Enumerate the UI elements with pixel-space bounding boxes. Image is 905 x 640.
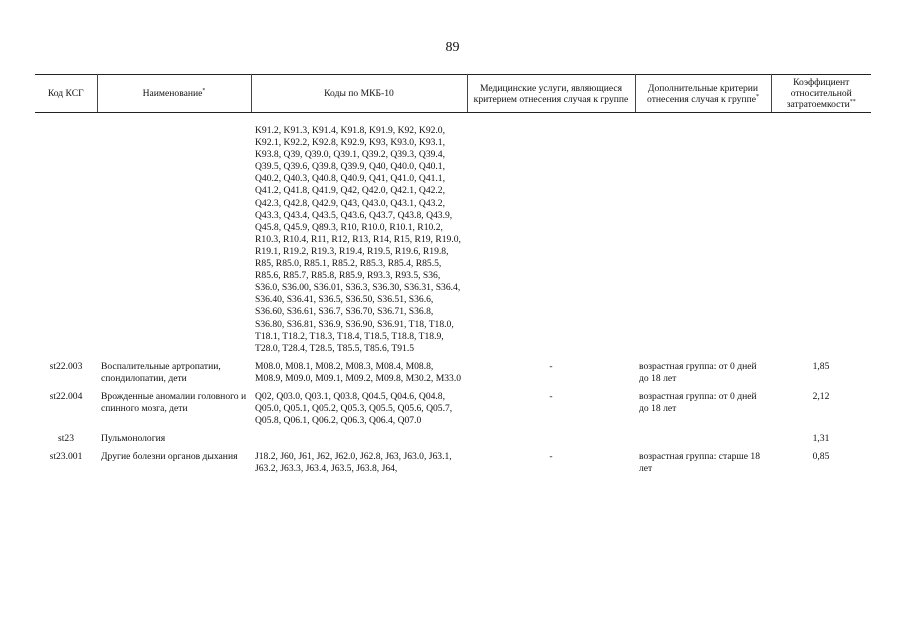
- cell-name: Врожденные аномалии головного и спинного мозга, дети: [101, 390, 247, 415]
- cell-criteria: возрастная группа: старше 18 лет: [639, 451, 761, 475]
- cell-code: st23.001: [49, 451, 83, 463]
- cell-criteria: возрастная группа: от 0 дней до 18 лет: [639, 390, 757, 415]
- cell-code: st22.004: [49, 390, 83, 402]
- cell-criteria: [635, 430, 771, 448]
- cell-coefficient: 2,12: [812, 390, 830, 402]
- cell-medical-services: [467, 113, 635, 358]
- ksg-table: [35, 74, 871, 479]
- page-number: 89: [445, 40, 460, 55]
- cell-code: st22.003: [49, 360, 83, 372]
- cell-criteria: [635, 113, 771, 358]
- table-row: [35, 430, 871, 448]
- cell-name: [97, 113, 251, 358]
- header-coefficient: Коэффициент относительной затратоемкости**: [771, 75, 871, 113]
- cell-code: [35, 113, 97, 358]
- cell-mkb-codes: K91.2, K91.3, K91.4, K91.8, K91.9, K92, K92.0, K92.1, K92.2, K92.8, K92.9, K93, K93.0, K93.1, K93.8, Q39, Q39.0, Q39.1, Q39.2, Q39.3, Q39.4, Q39.5, Q39.6, Q39.8, Q39.9, Q40, Q40.0, Q40.1, Q40.2, Q40.3, Q40.8, Q40.9, Q41, Q41.0, Q41.1, Q41.2, Q41.8, Q41.9, Q42, Q42.0, Q42.1, Q42.2, Q42.3, Q42.8, Q42.9, Q43, Q43.0, Q43.1, Q43.2, Q43.3, Q43.4, Q43.5, Q43.6, Q43.7, Q43.8, Q43.9, Q45.8, Q45.9, Q89.3, R10, R10.0, R10.1, R10.2, R10.3, R10.4, R11, R12, R13, R14, R15, R19, R19.0, R19.1, R19.2, R19.3, R19.4, R19.5, R19.6, R19.8, R85, R85.0, R85.1, R85.2, R85.3, R85.4, R85.5, R85.6, R85.7, R85.8, R85.9, R93.3, R93.5, S36, S36.0, S36.00, S36.01, S36.3, S36.30, S36.31, S36.4, S36.40, S36.41, S36.5, S36.50, S36.51, S36.6, S36.60, S36.61, S36.7, S36.70, S36.71, S36.8, S36.80, S36.81, S36.9, S36.90, S36.91, T18, T18.0, T18.1, T18.2, T18.3, T18.4, T18.5, T18.8, T18.9, T28.0, T28.4, T28.5, T85.5, T85.6, T91.5: [255, 125, 461, 354]
- cell-name: Пульмонология: [101, 433, 166, 445]
- cell-name: Другие болезни органов дыхания: [101, 451, 238, 463]
- table-row: [35, 358, 871, 388]
- header-name: Наименование*: [97, 75, 251, 113]
- header-additional-criteria: Дополнительные критерии отнесения случая к группе*: [635, 75, 771, 113]
- header-mkb: Коды по МКБ-10: [251, 75, 467, 113]
- cell-code: st23: [58, 433, 74, 445]
- table-row: [35, 113, 871, 358]
- cell-medical-services: -: [549, 390, 553, 402]
- header-medical-services: Медицинские услуги, являющиеся критерием отнесения случая к группе: [467, 75, 635, 113]
- cell-medical-services: -: [549, 360, 553, 372]
- cell-medical-services: -: [549, 451, 553, 463]
- header-code: Код КСГ: [35, 75, 97, 113]
- cell-coefficient: [771, 113, 871, 358]
- table-row: [35, 388, 871, 430]
- cell-name: Воспалительные артропатии, спондилопатии, дети: [101, 360, 221, 384]
- cell-mkb-codes: Q02, Q03.0, Q03.1, Q03.8, Q04.5, Q04.6, Q04.8, Q05.0, Q05.1, Q05.2, Q05.3, Q05.5, Q05.6, Q05.7, Q05.8, Q06.1, Q06.2, Q06.3, Q06.4, Q07.0: [255, 390, 453, 427]
- cell-criteria: возрастная группа: от 0 дней до 18 лет: [639, 360, 757, 384]
- cell-medical-services: [467, 430, 635, 448]
- cell-coefficient: 0,85: [812, 451, 830, 463]
- cell-coefficient: 1,31: [812, 433, 830, 445]
- table-header-row: [35, 75, 871, 113]
- table-row: [35, 448, 871, 478]
- cell-mkb-codes: M08.0, M08.1, M08.2, M08.3, M08.4, M08.8, M08.9, M09.0, M09.1, M09.2, M09.8, M30.2, M33.0: [255, 360, 462, 384]
- cell-coefficient: 1,85: [812, 360, 830, 372]
- cell-mkb-codes: [251, 430, 467, 448]
- cell-mkb-codes: J18.2, J60, J61, J62, J62.0, J62.8, J63, J63.0, J63.1, J63.2, J63.3, J63.4, J63.5, J63.8, J64,: [255, 451, 452, 475]
